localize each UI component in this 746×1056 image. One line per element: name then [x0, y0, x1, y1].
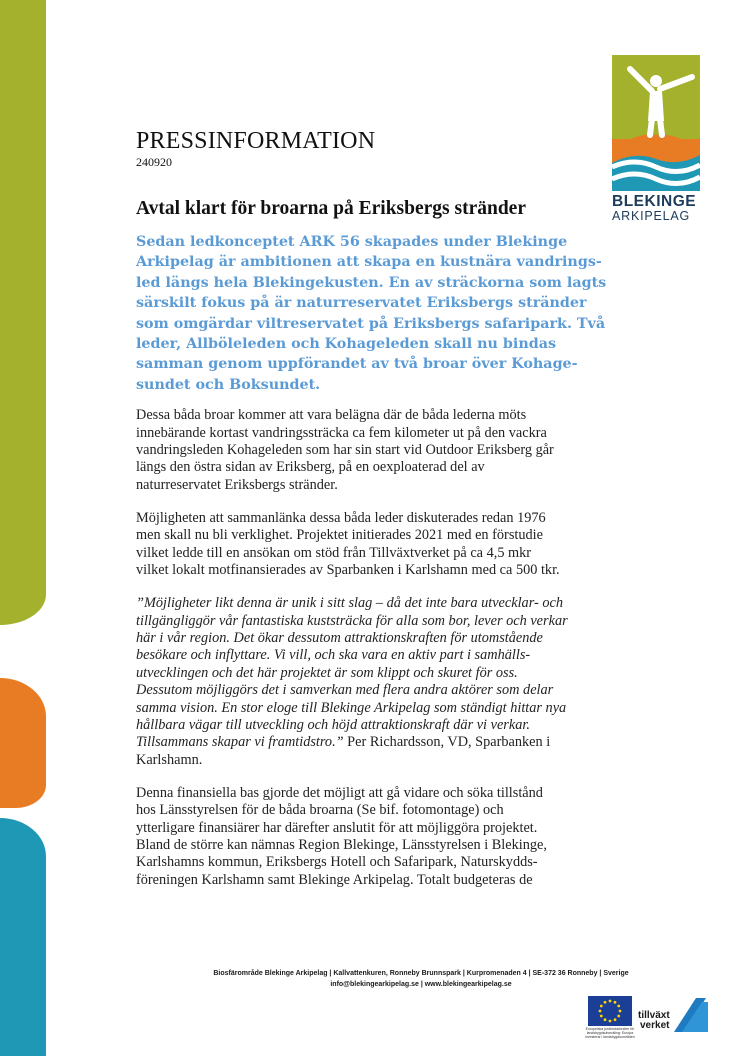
eu-flag-icon [588, 996, 632, 1026]
eu-caption [584, 1027, 636, 1039]
quote-line: besökare och inflyttare. Vi vill, och ska vara en aktiv part i samhälls- [136, 647, 531, 664]
document-type-title: PRESSINFORMATION [136, 128, 376, 154]
text-line: Möjligheten att sammanlänka dessa båda leder diskuterades redan 1976 [136, 509, 546, 526]
left-decor-band-orange [0, 678, 46, 808]
eu-caption-line: investerar i landsbygdsområden [585, 1035, 635, 1039]
quote-attribution: Per Richardsson, VD, Sparbanken i [343, 734, 551, 751]
quote-paragraph [136, 595, 614, 769]
text-line: vilket lokalt motfinansierades av Sparbanken i Karlshamn med ca 500 tkr. [136, 562, 560, 579]
quote-line: här i vår region. Det ökar dessutom attraktionskraften för utomstående [136, 629, 543, 646]
lead-line: led längs hela Blekingekusten. En av sträckorna som lagts [136, 274, 607, 291]
text-line: Dessa båda broar kommer att vara belägna där de båda lederna möts [136, 407, 527, 424]
text-line: vilket ledde till en ansökan om stöd från Tillväxtverket på ca 4,5 mkr [136, 544, 532, 561]
text-line: längs den östra sidan av Eriksberg, på en oexploaterad del av [136, 459, 485, 476]
body-paragraph-4 [136, 785, 614, 889]
text-line: men skall nu bli verklighet. Projektet initierades 2021 med en förstudie [136, 527, 543, 544]
quote-line: tillgängliggör vår fantastiska kuststräcka för alla som bor, lever och verkar [136, 612, 568, 629]
text-line: innebärande kortast vandringssträcka ca fem kilometer ut på den vackra [136, 424, 547, 441]
quote-line: ”Möjligheter likt denna är unik i sitt slag – då det inte bara utvecklar- och [136, 595, 563, 612]
lead-line: samman genom uppförandet av två broar över Kohage- [136, 356, 578, 373]
body-paragraph-2 [136, 510, 614, 580]
lead-line: Arkipelag är ambitionen att skapa en kustnära vandrings- [136, 254, 602, 271]
lead-line: leder, Allböleleden och Kohageleden skall nu bindas [136, 336, 557, 353]
text-line: Karlshamns kommun, Eriksbergs Hotell och Safaripark, Naturskydds- [136, 854, 538, 871]
lead-line: som omgärdar viltreservatet på Eriksbergs safaripark. Två [136, 315, 606, 332]
tillvaxtverket-logo-icon [638, 994, 708, 1034]
figure-on-waves-icon [612, 55, 700, 191]
blekinge-arkipelag-logo [612, 55, 700, 223]
left-decor-band-teal [0, 818, 46, 1056]
verket-word: verket [640, 1020, 670, 1031]
lead-line: sundet och Boksundet. [136, 376, 321, 393]
text-line: vandringsleden Kohageleden som har sin start vid Outdoor Eriksberg går [136, 442, 554, 459]
left-decor-band-green [0, 0, 46, 625]
quote-line: samma vision. En stor eloge till Blekinge Arkipelag som ständigt hittar nya [136, 699, 567, 716]
document-date: 240920 [136, 155, 172, 169]
footer-address: Biosfärområde Blekinge Arkipelag | Kallvattenkuren, Ronneby Brunnspark | Kurpromenaden 4 | SE-372 36 Ronneby | Sverige [213, 970, 629, 977]
body-paragraph-1 [136, 407, 614, 494]
tillvaxt-word: tillväxt [638, 1010, 670, 1021]
quote-line: Dessutom möjliggörs det i samverkan med flera andra aktörer som delar [136, 682, 554, 699]
logo-subtitle: ARKIPELAG [612, 209, 691, 223]
eu-caption-line: Europeiska jordbruksfonden för [585, 1027, 635, 1031]
article-headline: Avtal klart för broarna på Eriksbergs stränder [136, 198, 526, 219]
quote-line: Tillsammans skapar vi framtidstro.” [136, 734, 344, 751]
quote-attribution-end: Karlshamn. [136, 751, 203, 768]
quote-last-line [136, 734, 614, 751]
text-line: hos Länsstyrelsen för de båda broarna (Se bif. fotomontage) och [136, 802, 504, 819]
text-line: Denna finansiella bas gjorde det möjligt att gå vidare och söka tillstånd [136, 784, 543, 801]
text-line: föreningen Karlshamn samt Blekinge Arkipelag. Totalt budgeteras de [136, 871, 533, 888]
footer-contact: info@blekingearkipelag.se | www.blekingearkipelag.se [330, 981, 512, 988]
quote-line: utvecklingen och det här projektet är som klippt och skuret för oss. [136, 664, 518, 681]
quote-line: hållbara vägar till utveckling och höjd attraktionskraft där vi verkar. [136, 716, 530, 733]
text-line: ytterligare finansiärer har därefter anslutit för att möjliggöra projektet. [136, 819, 538, 836]
eu-caption-line: landsbygdsutveckling: Europa [586, 1031, 634, 1035]
lead-paragraph [136, 232, 614, 395]
text-line: Bland de större kan nämnas Region Blekinge, Länsstyrelsen i Blekinge, [136, 836, 547, 853]
lead-line: Sedan ledkonceptet ARK 56 skapades under Blekinge [136, 234, 568, 250]
text-line: naturreservatet Eriksbergs stränder. [136, 476, 338, 493]
lead-line: särskilt fokus på är naturreservatet Eriksbergs stränder [136, 295, 587, 312]
logo-name: BLEKINGE [612, 193, 697, 210]
article-body [136, 198, 614, 905]
